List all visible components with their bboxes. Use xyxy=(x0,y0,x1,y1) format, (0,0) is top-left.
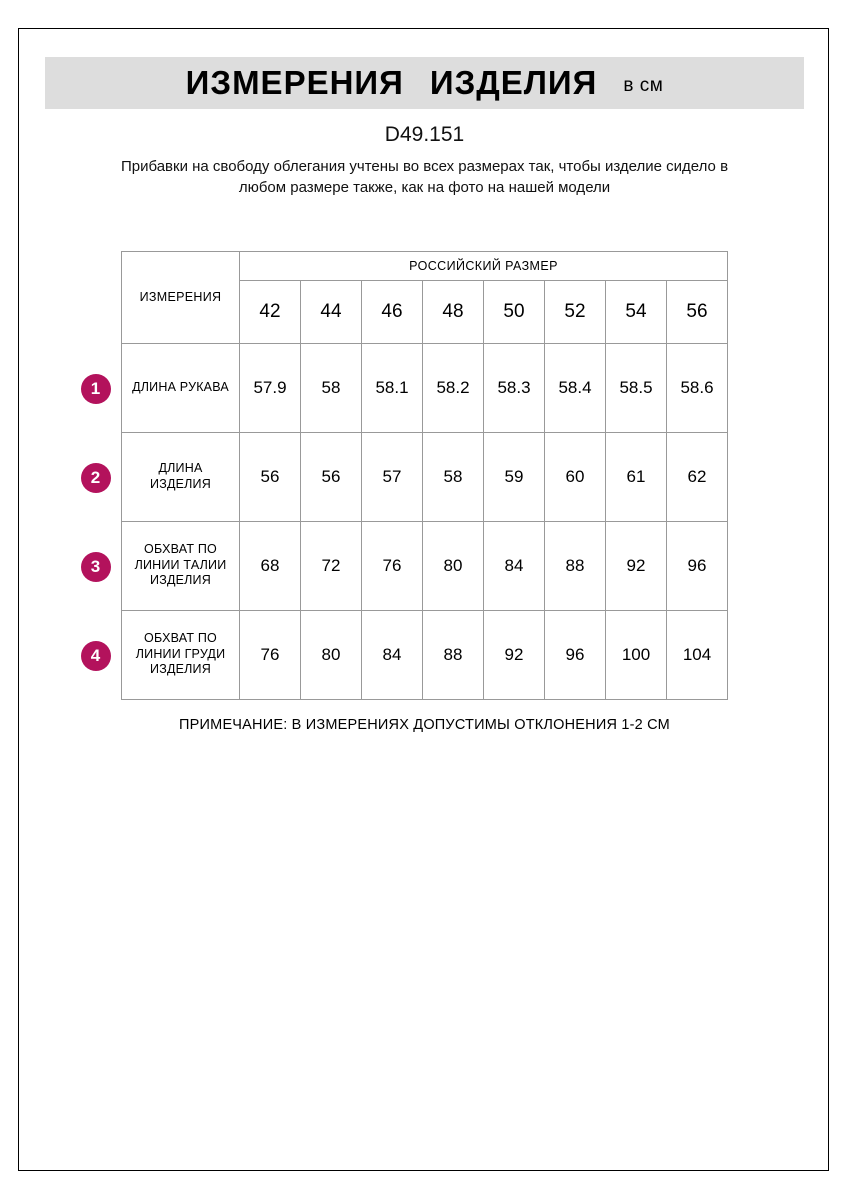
header-russian-size: РОССИЙСКИЙ РАЗМЕР xyxy=(240,251,728,280)
row-label: ОБХВАТ ПО ЛИНИИ ГРУДИ ИЗДЕЛИЯ xyxy=(122,610,240,699)
cell-value: 58.4 xyxy=(545,343,606,432)
header-measurements: ИЗМЕРЕНИЯ xyxy=(122,251,240,343)
footer-note: ПРИМЕЧАНИЕ: В ИЗМЕРЕНИЯХ ДОПУСТИМЫ ОТКЛОНЕНИЯ 1-2 СМ xyxy=(179,716,670,733)
table-row xyxy=(122,343,728,432)
cell-value: 58.6 xyxy=(667,343,728,432)
cell-value: 57 xyxy=(362,432,423,521)
cell-value: 92 xyxy=(606,521,667,610)
size-table-wrap xyxy=(19,251,830,700)
cell-value: 58.3 xyxy=(484,343,545,432)
table-row xyxy=(122,610,728,699)
cell-value: 58.2 xyxy=(423,343,484,432)
cell-value: 68 xyxy=(240,521,301,610)
cell-value: 58.5 xyxy=(606,343,667,432)
cell-value: 84 xyxy=(362,610,423,699)
header-size-42: 42 xyxy=(240,280,301,343)
header-size-48: 48 xyxy=(423,280,484,343)
intro-note: Прибавки на свободу облегания учтены во всех размерах так, чтобы изделие сидело в любом размере также, как на фото на нашей модели xyxy=(120,158,729,197)
cell-value: 100 xyxy=(606,610,667,699)
cell-value: 76 xyxy=(362,521,423,610)
row-badge: 2 xyxy=(81,463,111,493)
table-header-row-group xyxy=(122,251,728,280)
cell-value: 88 xyxy=(545,521,606,610)
cell-value: 88 xyxy=(423,610,484,699)
cell-value: 57.9 xyxy=(240,343,301,432)
row-label: ДЛИНА РУКАВА xyxy=(122,343,240,432)
cell-value: 61 xyxy=(606,432,667,521)
header-size-46: 46 xyxy=(362,280,423,343)
document-content xyxy=(19,29,830,733)
cell-value: 96 xyxy=(545,610,606,699)
cell-value: 58 xyxy=(423,432,484,521)
cell-value: 62 xyxy=(667,432,728,521)
cell-value: 80 xyxy=(301,610,362,699)
header-size-56: 56 xyxy=(667,280,728,343)
cell-value: 96 xyxy=(667,521,728,610)
cell-value: 80 xyxy=(423,521,484,610)
title-unit: в см xyxy=(623,75,664,96)
title-band xyxy=(45,57,804,109)
table-row xyxy=(122,432,728,521)
cell-value: 76 xyxy=(240,610,301,699)
cell-value: 72 xyxy=(301,521,362,610)
row-badge: 3 xyxy=(81,552,111,582)
cell-value: 59 xyxy=(484,432,545,521)
cell-value: 56 xyxy=(240,432,301,521)
header-size-50: 50 xyxy=(484,280,545,343)
page-frame xyxy=(18,28,829,1171)
size-table xyxy=(121,251,728,700)
cell-value: 92 xyxy=(484,610,545,699)
article-code: D49.151 xyxy=(384,123,465,146)
header-size-52: 52 xyxy=(545,280,606,343)
cell-value: 58.1 xyxy=(362,343,423,432)
row-badge: 1 xyxy=(81,374,111,404)
row-badge: 4 xyxy=(81,641,111,671)
title-product: ИЗДЕЛИЯ xyxy=(429,64,598,101)
cell-value: 104 xyxy=(667,610,728,699)
cell-value: 60 xyxy=(545,432,606,521)
cell-value: 56 xyxy=(301,432,362,521)
table-row xyxy=(122,521,728,610)
row-label: ДЛИНА ИЗДЕЛИЯ xyxy=(122,432,240,521)
title-measurements: ИЗМЕРЕНИЯ xyxy=(185,64,404,101)
cell-value: 58 xyxy=(301,343,362,432)
header-size-44: 44 xyxy=(301,280,362,343)
header-size-54: 54 xyxy=(606,280,667,343)
row-label: ОБХВАТ ПО ЛИНИИ ТАЛИИ ИЗДЕЛИЯ xyxy=(122,521,240,610)
cell-value: 84 xyxy=(484,521,545,610)
